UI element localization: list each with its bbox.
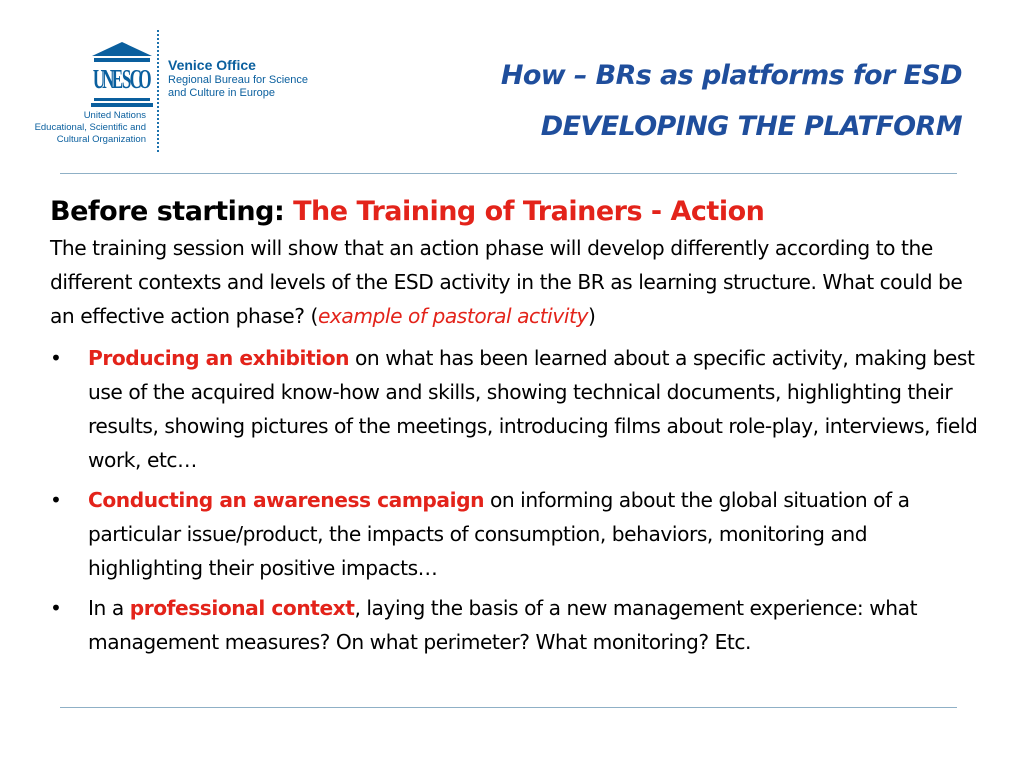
heading-prefix: Before starting: (50, 196, 294, 227)
bullet-text: on informing about the global situation of a particular issue/product, the impacts of consumption, behaviors, monitoring and highlighting their positive impacts… (88, 488, 910, 580)
logo-letter: U (92, 64, 106, 94)
bottom-divider (60, 707, 957, 708)
logo-letter: E (111, 64, 124, 94)
heading-highlight: The Training of Trainers - Action (293, 196, 765, 227)
bullet-item (50, 483, 980, 585)
org-line: Cultural Organization (56, 134, 146, 145)
slide-body (50, 193, 980, 665)
logo-letter: S (121, 64, 132, 94)
bullet-marker: • (50, 596, 62, 620)
unesco-logo (30, 26, 360, 151)
org-line: United Nations (83, 110, 146, 121)
bullet-highlight: Conducting an awareness campaign (88, 488, 484, 512)
title-line-1: How – BRs as platforms for ESD (500, 60, 962, 91)
slide-title (501, 50, 962, 152)
top-divider (60, 173, 957, 174)
bullet-text: , laying the basis of a new management experience: what management measures? On what perimeter? What monitoring? Etc. (88, 596, 918, 654)
section-heading (50, 193, 980, 231)
bullet-list (50, 341, 980, 659)
intro-paragraph (50, 231, 980, 333)
bullet-pre: In a (88, 596, 130, 620)
office-title: Venice Office (168, 57, 256, 73)
intro-close: ) (587, 304, 596, 328)
office-subtitle-1: Regional Bureau for Science (168, 74, 309, 86)
un-org-name (30, 110, 146, 146)
intro-text: The training session will show that an action phase will develop differently according to the different contexts and levels of the ESD activity in the BR as learning structure. What could be an effective action phase? ( (50, 236, 963, 328)
bullet-highlight: professional context (129, 596, 355, 620)
office-subtitle-2: and Culture in Europe (168, 87, 276, 99)
title-line-2: DEVELOPING THE PLATFORM (540, 111, 962, 142)
bullet-item (50, 341, 980, 477)
logo-letter: O (138, 64, 152, 94)
bullet-marker: • (50, 346, 62, 370)
office-block (168, 57, 308, 100)
logo-letter: C (129, 64, 142, 94)
logo-divider (157, 30, 159, 152)
bullet-text: on what has been learned about a specific activity, making best use of the acquired know-how and skills, showing technical documents, highlighting their results, showing pictures of the meetings, introducing films about role-play, interviews, field work, etc… (88, 346, 978, 472)
org-line: Educational, Scientific and (34, 122, 146, 133)
intro-example: example of pastoral activity (317, 304, 588, 328)
bullet-marker: • (50, 488, 62, 512)
bullet-item (50, 591, 980, 659)
logo-letter: N (102, 64, 115, 94)
bullet-highlight: Producing an exhibition (88, 346, 350, 370)
unesco-temple-icon (90, 40, 154, 110)
